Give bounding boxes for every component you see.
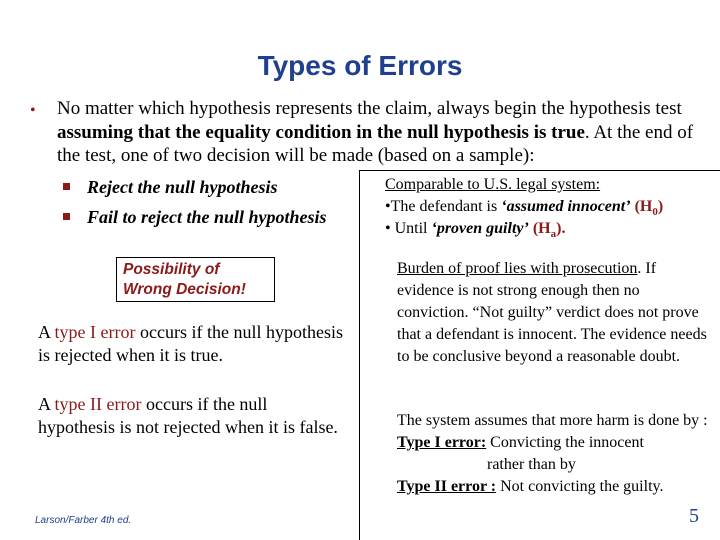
option-fail-to-reject: Fail to reject the null hypothesis (87, 207, 327, 227)
legal-l2-italic: ‘proven guilty’ (431, 220, 529, 237)
legal-l2-close: ). (556, 220, 566, 237)
legal-line-guilty (385, 220, 565, 240)
bullet-dot-icon: • (30, 102, 36, 119)
type1-error-text: Convicting the innocent (486, 434, 644, 451)
wrong-decision-text: Possibility of Wrong Decision! (123, 261, 246, 298)
legal-l2-pre: • Until (385, 220, 432, 237)
option-reject: Reject the null hypothesis (87, 177, 278, 197)
footer-credit: Larson/Farber 4th ed. (35, 515, 132, 526)
legal-line-innocent (385, 198, 663, 218)
slide-title: Types of Errors (257, 50, 463, 81)
type-two-definition (38, 393, 348, 439)
type2-error-label: Type II error : (397, 478, 497, 495)
burden-of-proof-text (397, 258, 712, 368)
burden-underlined: Burden of proof lies with prosecution (397, 260, 638, 277)
type2-error-text: Not convicting the guilty. (496, 478, 664, 495)
type2-pre: A (38, 394, 55, 414)
legal-l1-h: (H (630, 198, 653, 215)
wrong-decision-box (116, 257, 275, 302)
type-one-definition (38, 321, 348, 367)
page-number: 5 (689, 505, 699, 527)
legal-l1-close: ) (657, 198, 664, 215)
intro-text (57, 97, 707, 168)
type1-pre: A (38, 322, 55, 342)
type2-term: type II error (54, 394, 142, 414)
legal-l1-sub: 0 (652, 206, 658, 219)
type1-error-label: Type I error: (397, 434, 487, 451)
square-bullet-icon (63, 213, 70, 220)
intro-part1: No matter which hypothesis represents the claim, always begin the hypothesis test (57, 98, 682, 119)
rather-than-text: rather than by (487, 456, 576, 473)
system-harm-text (397, 410, 712, 498)
legal-l2-h: (H (528, 220, 551, 237)
type1-term: type I error (54, 322, 136, 342)
square-bullet-icon (63, 183, 70, 190)
intro-bold: assuming that the equality condition in the null hypothesis is true (57, 121, 585, 143)
type1-post: occurs if the null hypothesis is rejected when it is true. (38, 322, 343, 365)
type2-post: occurs if the null hypothesis is not rejected when it is false. (38, 394, 338, 437)
legal-l2-sub: a (550, 228, 557, 241)
legal-heading: Comparable to U.S. legal system: (385, 176, 601, 193)
burden-rest: . If evidence is not strong enough then no conviction. “Not guilty” verdict does not prove that a defendant is innocent. The evidence needs to be conclusive beyond a reasonable doubt. (397, 260, 707, 365)
intro-part2: . At the end of the test, one of two decision will be made (based on a sample): (57, 121, 694, 166)
system-intro: The system assumes that more harm is done by : (397, 412, 708, 429)
legal-l1-pre: •The defendant is (385, 198, 502, 215)
legal-l1-italic: ‘assumed innocent’ (501, 198, 631, 215)
